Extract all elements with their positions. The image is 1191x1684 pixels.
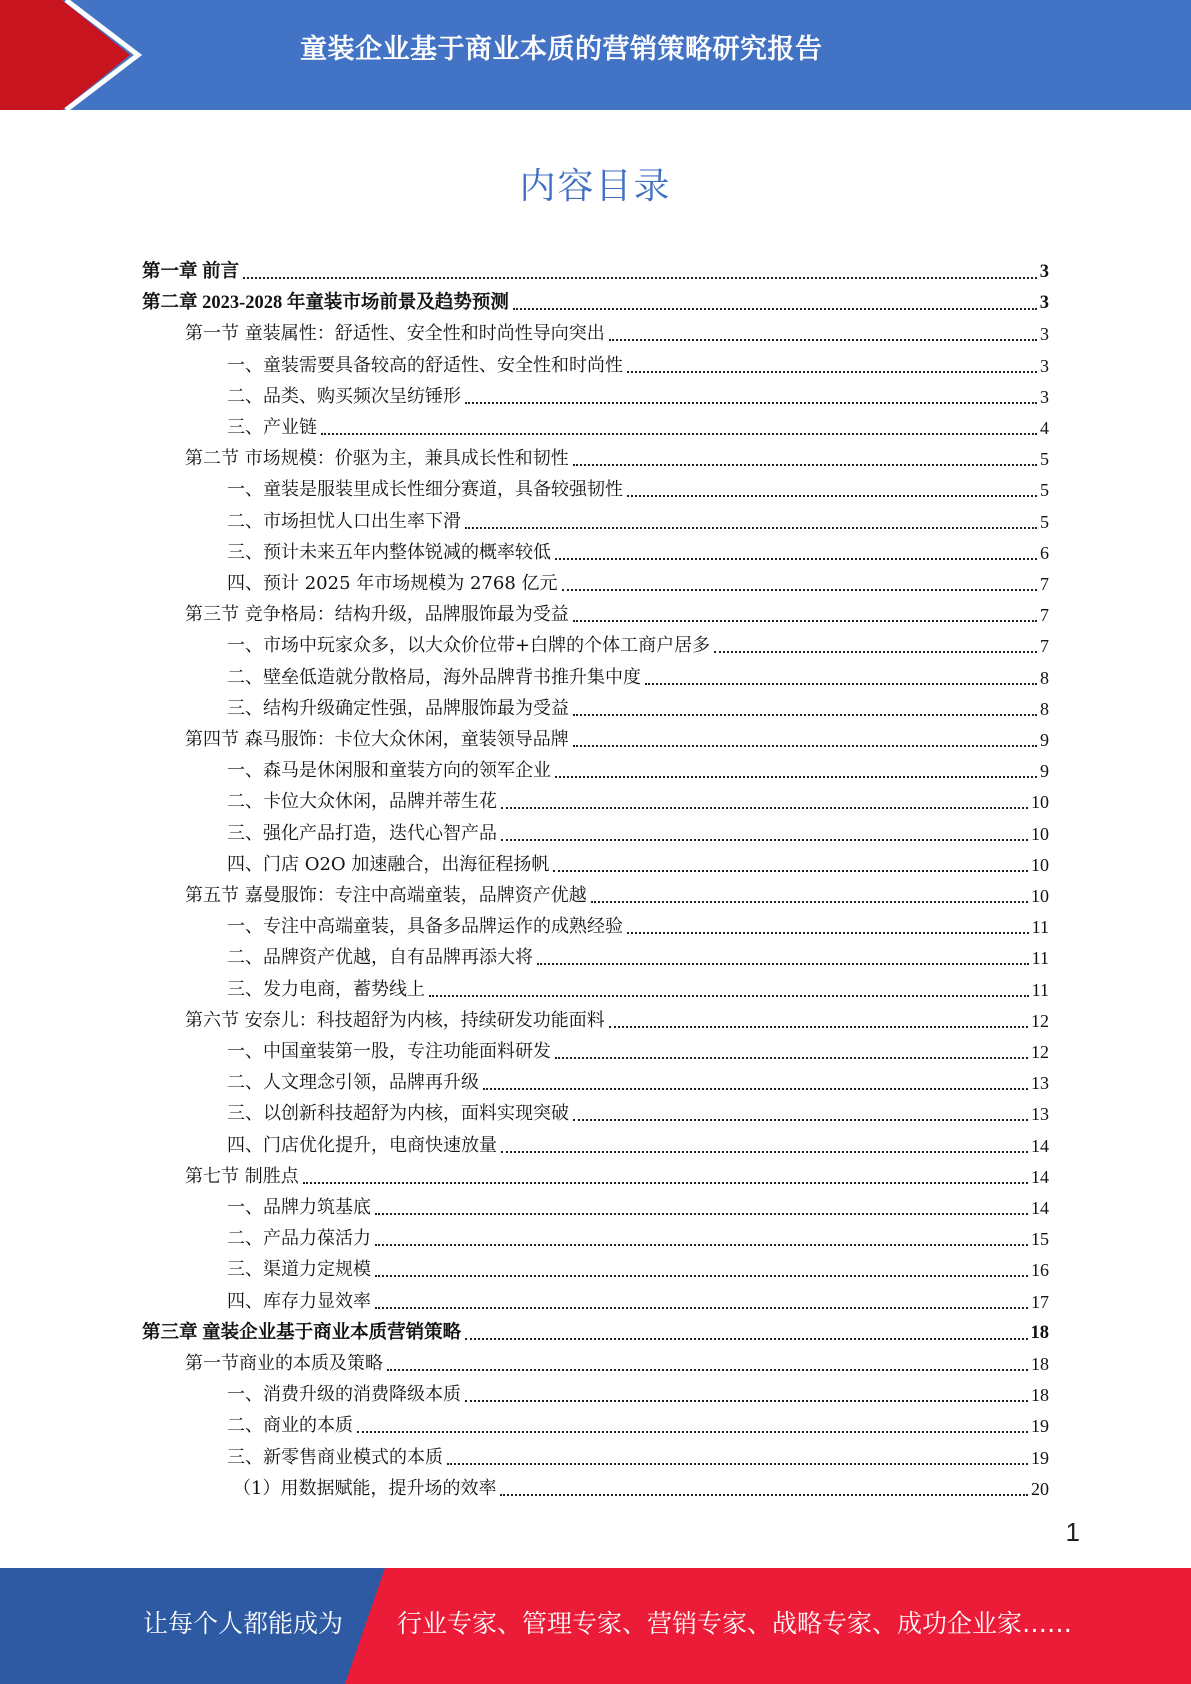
toc-dot-leader: [375, 1273, 1028, 1277]
toc-dot-leader: [375, 1242, 1028, 1246]
toc-entry[interactable]: [227, 1128, 1049, 1159]
toc-entry-page: 3: [1040, 386, 1049, 407]
toc-entry-page: 18: [1030, 1322, 1049, 1343]
toc-entry[interactable]: [142, 285, 1049, 316]
toc-dot-leader: [555, 556, 1037, 560]
toc-dot-leader: [627, 369, 1037, 373]
toc-entry-page: 11: [1031, 979, 1049, 1000]
toc-dot-leader: [555, 1055, 1028, 1059]
toc-entry[interactable]: [227, 972, 1049, 1003]
toc-dot-leader: [573, 462, 1037, 466]
toc-entry-title: 三、强化产品打造，迭代心智产品: [227, 822, 497, 844]
toc-entry-title: 一、专注中高端童装，具备多品牌运作的成熟经验: [227, 916, 623, 938]
toc-entry-title: 二、卡位大众休闲，品牌并蒂生花: [227, 791, 497, 813]
toc-entry[interactable]: [142, 254, 1049, 285]
toc-entry-title: 一、森马是休闲服和童装方向的领军企业: [227, 760, 551, 782]
toc-entry[interactable]: [227, 348, 1049, 379]
toc-entry-page: 7: [1040, 574, 1049, 594]
toc-entry-title: 一、市场中玩家众多，以大众价位带+白牌的个体工商户居多: [227, 635, 711, 657]
toc-entry-page: 5: [1040, 511, 1049, 532]
toc-entry-title: 三、产业链: [227, 417, 317, 438]
toc-entry[interactable]: [227, 940, 1049, 971]
toc-entry-title: 第五节 嘉曼服饰：专注中高端童装，品牌资产优越: [185, 885, 587, 906]
toc-entry-title: 二、市场担忧人口出生率下滑: [227, 510, 461, 532]
toc-dot-leader: [465, 400, 1037, 404]
toc-entry-title: 二、品牌资产优越，自有品牌再添大将: [227, 947, 533, 969]
toc-entry-page: 8: [1040, 698, 1049, 719]
toc-entry-page: 12: [1031, 1010, 1049, 1031]
toc-entry[interactable]: [227, 628, 1049, 659]
toc-entry-page: 14: [1031, 1135, 1049, 1156]
toc-entry[interactable]: [227, 660, 1049, 691]
toc-entry-title: 二、壁垒低造就分散格局，海外品牌背书推升集中度: [227, 666, 641, 688]
toc-entry-page: 13: [1031, 1073, 1049, 1094]
toc-entry-page: 3: [1039, 262, 1049, 282]
toc-dot-leader: [465, 1336, 1027, 1340]
toc-entry-page: 3: [1040, 324, 1049, 345]
toc-entry-title: 三、预计未来五年内整体锐减的概率较低: [227, 541, 551, 563]
toc-entry[interactable]: [227, 1096, 1049, 1127]
toc-entry[interactable]: [142, 1315, 1049, 1346]
toc-dot-leader: [573, 1117, 1028, 1121]
toc-entry[interactable]: [227, 1252, 1049, 1283]
toc-entry-title: 三、发力电商，蓄势线上: [227, 978, 425, 1000]
toc-entry-page: 5: [1040, 449, 1049, 470]
toc-entry-page: 16: [1031, 1260, 1049, 1281]
toc-entry-page: 19: [1031, 1447, 1049, 1468]
toc-entry[interactable]: [227, 816, 1049, 847]
toc-entry[interactable]: [227, 691, 1049, 722]
toc-dot-leader: [357, 1429, 1028, 1433]
toc-entry[interactable]: [227, 1408, 1049, 1439]
toc-dot-leader: [501, 837, 1028, 841]
toc-entry[interactable]: [227, 847, 1049, 878]
toc-dot-leader: [513, 306, 1037, 310]
toc-entry-title: 一、童装需要具备较高的舒适性、安全性和时尚性: [227, 354, 623, 376]
toc-entry[interactable]: [185, 316, 1049, 347]
footer-banner: [0, 1568, 1191, 1684]
toc-entry-page: 3: [1039, 293, 1049, 314]
toc-dot-leader: [555, 774, 1037, 778]
toc-entry[interactable]: [185, 878, 1049, 909]
toc-entry-page: 8: [1040, 667, 1049, 688]
toc-entry[interactable]: [185, 441, 1049, 472]
toc-dot-leader: [321, 431, 1037, 435]
toc-entry-title: 第三章 童装企业基于商业本质营销策略: [142, 1322, 462, 1343]
toc-entry[interactable]: [185, 1346, 1049, 1377]
toc-entry-page: 19: [1031, 1416, 1049, 1437]
toc-entry-page: 20: [1031, 1478, 1049, 1499]
toc-dot-leader: [501, 1149, 1028, 1153]
toc-dot-leader: [303, 1180, 1028, 1184]
toc-entry-title: 第二节 市场规模：价驱为主，兼具成长性和韧性: [185, 448, 569, 470]
toc-dot-leader: [591, 899, 1028, 903]
toc-entry-page: 10: [1031, 823, 1049, 844]
toc-dot-leader: [627, 930, 1029, 934]
toc-entry[interactable]: [227, 410, 1049, 441]
toc-entry[interactable]: [227, 1034, 1049, 1065]
toc-title: 内容目录: [519, 166, 672, 207]
toc-dot-leader: [609, 337, 1037, 341]
toc-entry-title: 第一节商业的本质及策略: [185, 1353, 383, 1374]
toc-dot-leader: [375, 1211, 1028, 1215]
toc-dot-leader: [465, 1398, 1028, 1402]
toc-dot-leader: [609, 1024, 1028, 1028]
toc-dot-leader: [714, 649, 1037, 653]
toc-dot-leader: [573, 743, 1037, 747]
toc-entry[interactable]: [227, 753, 1049, 784]
toc-dot-leader: [553, 868, 1028, 872]
toc-entry-title: 三、结构升级确定性强，品牌服饰最为受益: [227, 697, 569, 719]
toc-entry[interactable]: [227, 1284, 1049, 1315]
toc-entry-page: 18: [1031, 1354, 1049, 1374]
toc-entry[interactable]: [185, 597, 1049, 628]
toc-entry-page: 9: [1040, 761, 1049, 782]
toc-dot-leader: [387, 1367, 1028, 1371]
toc-entry[interactable]: [227, 1377, 1049, 1408]
toc-entry[interactable]: [227, 472, 1049, 503]
toc-entry[interactable]: [185, 722, 1049, 753]
toc-dot-leader: [375, 1305, 1028, 1309]
footer-slogan-left: 让每个人都能成为: [143, 1609, 344, 1638]
toc-entry-page: 10: [1031, 854, 1049, 875]
toc-entry-title: 二、产品力葆活力: [227, 1228, 371, 1250]
header-title: 童装企业基于商业本质的营销策略研究报告: [300, 34, 823, 65]
toc-entry[interactable]: [227, 784, 1049, 815]
toc-dot-leader: [562, 587, 1037, 591]
toc-entry-page: 4: [1040, 418, 1049, 438]
toc-entry-page: 6: [1040, 542, 1049, 563]
toc-entry-page: 17: [1031, 1291, 1049, 1312]
toc-entry-title: 二、商业的本质: [227, 1415, 353, 1437]
toc-entry-page: 5: [1040, 480, 1049, 501]
toc-entry[interactable]: [233, 1471, 1049, 1502]
toc-entry[interactable]: [227, 1065, 1049, 1096]
toc-entry-page: 11: [1031, 948, 1049, 969]
toc-entry[interactable]: [185, 1003, 1049, 1034]
toc-entry-page: 10: [1031, 886, 1049, 906]
toc-entry-title: 第四节 森马服饰：卡位大众休闲，童装领导品牌: [185, 729, 569, 750]
toc-entry-page: 15: [1031, 1229, 1049, 1250]
toc-entry-title: 第一章 前言: [142, 262, 240, 282]
toc-entry-page: 7: [1040, 605, 1049, 626]
toc-dot-leader: [645, 681, 1037, 685]
toc-dot-leader: [500, 1492, 1028, 1496]
toc-entry-title: 一、消费升级的消费降级本质: [227, 1384, 461, 1406]
toc-entry-title: 第二章 2023-2028 年童装市场前景及趋势预测: [142, 293, 509, 314]
toc-entry-title: 第三节 竞争格局：结构升级，品牌服饰最为受益: [185, 604, 569, 626]
toc-entry-title: 第六节 安奈儿：科技超舒为内核，持续研发功能面料: [185, 1009, 605, 1031]
toc-entry-title: 一、品牌力筑基底: [227, 1197, 371, 1218]
toc-entry-page: 13: [1031, 1104, 1049, 1125]
page-number: 1: [1065, 1517, 1080, 1547]
toc-entry-page: 7: [1040, 636, 1049, 657]
toc-entry-title: 四、预计 2025 年市场规模为 2768 亿元: [227, 573, 558, 594]
toc-dot-leader: [243, 275, 1037, 279]
header-banner: [0, 0, 1191, 110]
toc-dot-leader: [501, 805, 1028, 809]
toc-entry-page: 14: [1031, 1198, 1049, 1218]
footer-slogan-right: 行业专家、管理专家、营销专家、战略专家、成功企业家……: [397, 1609, 1073, 1638]
toc-entry-title: 第七节 制胜点: [185, 1165, 299, 1187]
toc-entry-page: 14: [1031, 1166, 1049, 1187]
toc-entry-title: 四、库存力显效率: [227, 1290, 371, 1312]
toc-dot-leader: [573, 618, 1037, 622]
toc-entry-page: 18: [1031, 1385, 1049, 1406]
toc-entry-title: 三、以创新科技超舒为内核，面料实现突破: [227, 1103, 569, 1125]
toc-entry-title: 第一节 童装属性：舒适性、安全性和时尚性导向突出: [185, 323, 605, 345]
toc-entry-title: 一、童装是服装里成长性细分赛道，具备较强韧性: [227, 479, 623, 501]
toc-dot-leader: [429, 993, 1029, 997]
toc-entry-title: 二、品类、购买频次呈纺锤形: [227, 385, 461, 407]
toc-entry-title: 一、中国童装第一股，专注功能面料研发: [227, 1041, 551, 1062]
toc-dot-leader: [465, 525, 1037, 529]
header-arrow-graphic: [0, 0, 160, 110]
toc-entry-title: 三、渠道力定规模: [227, 1259, 371, 1281]
toc-entry-page: 3: [1040, 355, 1049, 376]
toc-entry-title: 四、门店优化提升，电商快速放量: [227, 1134, 497, 1156]
toc-dot-leader: [447, 1461, 1028, 1465]
toc-entry[interactable]: [227, 504, 1049, 535]
toc-dot-leader: [537, 961, 1029, 965]
toc-entry[interactable]: [227, 909, 1049, 940]
toc-entry-title: 四、门店 O2O 加速融合，出海征程扬帆: [227, 853, 550, 875]
toc-dot-leader: [627, 493, 1037, 497]
toc-entry-page: 11: [1031, 917, 1049, 938]
toc-entry[interactable]: [227, 379, 1049, 410]
toc-entry[interactable]: [227, 1440, 1049, 1471]
toc-dot-leader: [573, 712, 1037, 716]
toc-dot-leader: [483, 1086, 1028, 1090]
toc-entry-page: 10: [1031, 792, 1049, 813]
toc-entry[interactable]: [227, 1221, 1049, 1252]
toc-entry[interactable]: [185, 1159, 1049, 1190]
toc-entry-title: 二、人文理念引领，品牌再升级: [227, 1072, 479, 1094]
toc-entry-page: 12: [1031, 1042, 1049, 1062]
toc-entry[interactable]: [227, 566, 1049, 597]
toc-entry-title: 三、新零售商业模式的本质: [227, 1446, 443, 1468]
toc-entry[interactable]: [227, 535, 1049, 566]
toc-entry[interactable]: [227, 1190, 1049, 1221]
toc-entry-title: （1）用数据赋能，提升场的效率: [233, 1477, 497, 1499]
toc-entry-page: 9: [1040, 730, 1049, 750]
